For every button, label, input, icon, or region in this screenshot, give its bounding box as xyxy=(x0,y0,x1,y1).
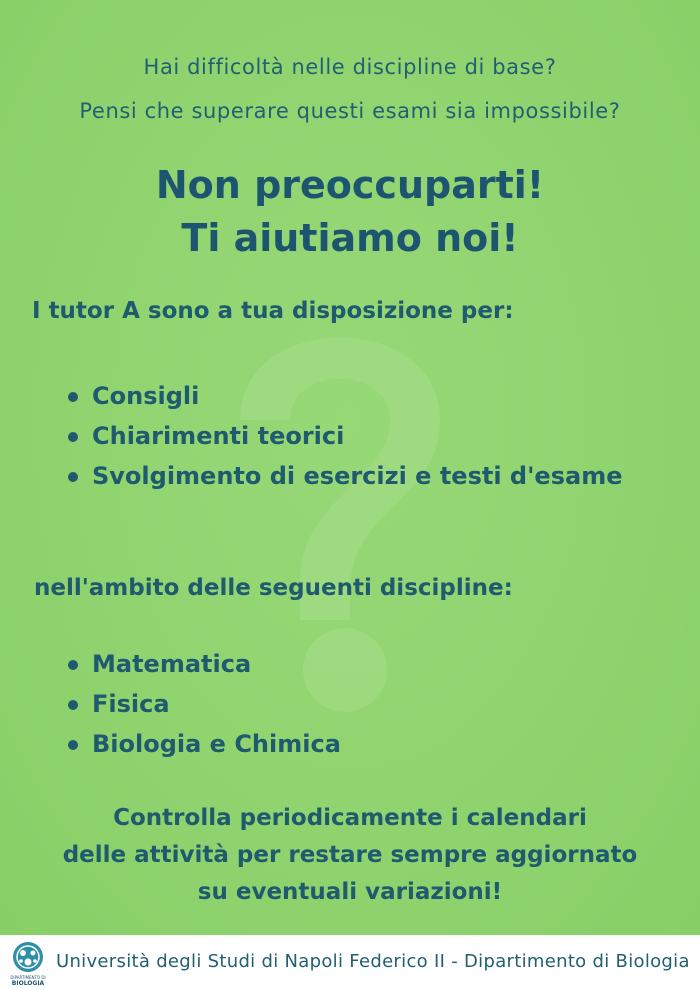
footer xyxy=(0,935,700,990)
tutor-section-title: I tutor A sono a tua disposizione per: xyxy=(32,298,514,324)
disciplines-list xyxy=(64,644,341,764)
list-item: Consigli xyxy=(64,376,622,416)
disciplines-section-title: nell'ambito delle seguenti discipline: xyxy=(34,575,513,601)
logo-caption-main: BIOLOGIA xyxy=(11,980,45,987)
list-item: Matematica xyxy=(64,644,341,684)
headline-line-2: Ti aiutiamo noi! xyxy=(181,216,519,260)
footer-text: Università degli Studi di Napoli Federico II - Dipartimento di Biologia xyxy=(56,951,690,972)
list-item: Biologia e Chimica xyxy=(64,724,341,764)
closing-line-2: delle attività per restare sempre aggiornato xyxy=(62,842,638,868)
intro-line-1: Hai difficoltà nelle discipline di base? xyxy=(143,55,557,79)
tutor-services-list xyxy=(64,376,622,496)
logo-caption-small: DIPARTIMENTO DI xyxy=(10,975,46,980)
list-item: Chiarimenti teorici xyxy=(64,416,622,456)
list-item: Fisica xyxy=(64,684,341,724)
intro-line-2: Pensi che superare questi esami sia impossibile? xyxy=(79,99,621,123)
logo-caption xyxy=(7,975,49,987)
closing-line-1: Controlla periodicamente i calendari xyxy=(113,805,587,831)
closing-line-3: su eventuali variazioni! xyxy=(197,879,503,905)
headline-line-1: Non preoccuparti! xyxy=(155,163,545,207)
list-item: Svolgimento di esercizi e testi d'esame xyxy=(64,456,622,496)
